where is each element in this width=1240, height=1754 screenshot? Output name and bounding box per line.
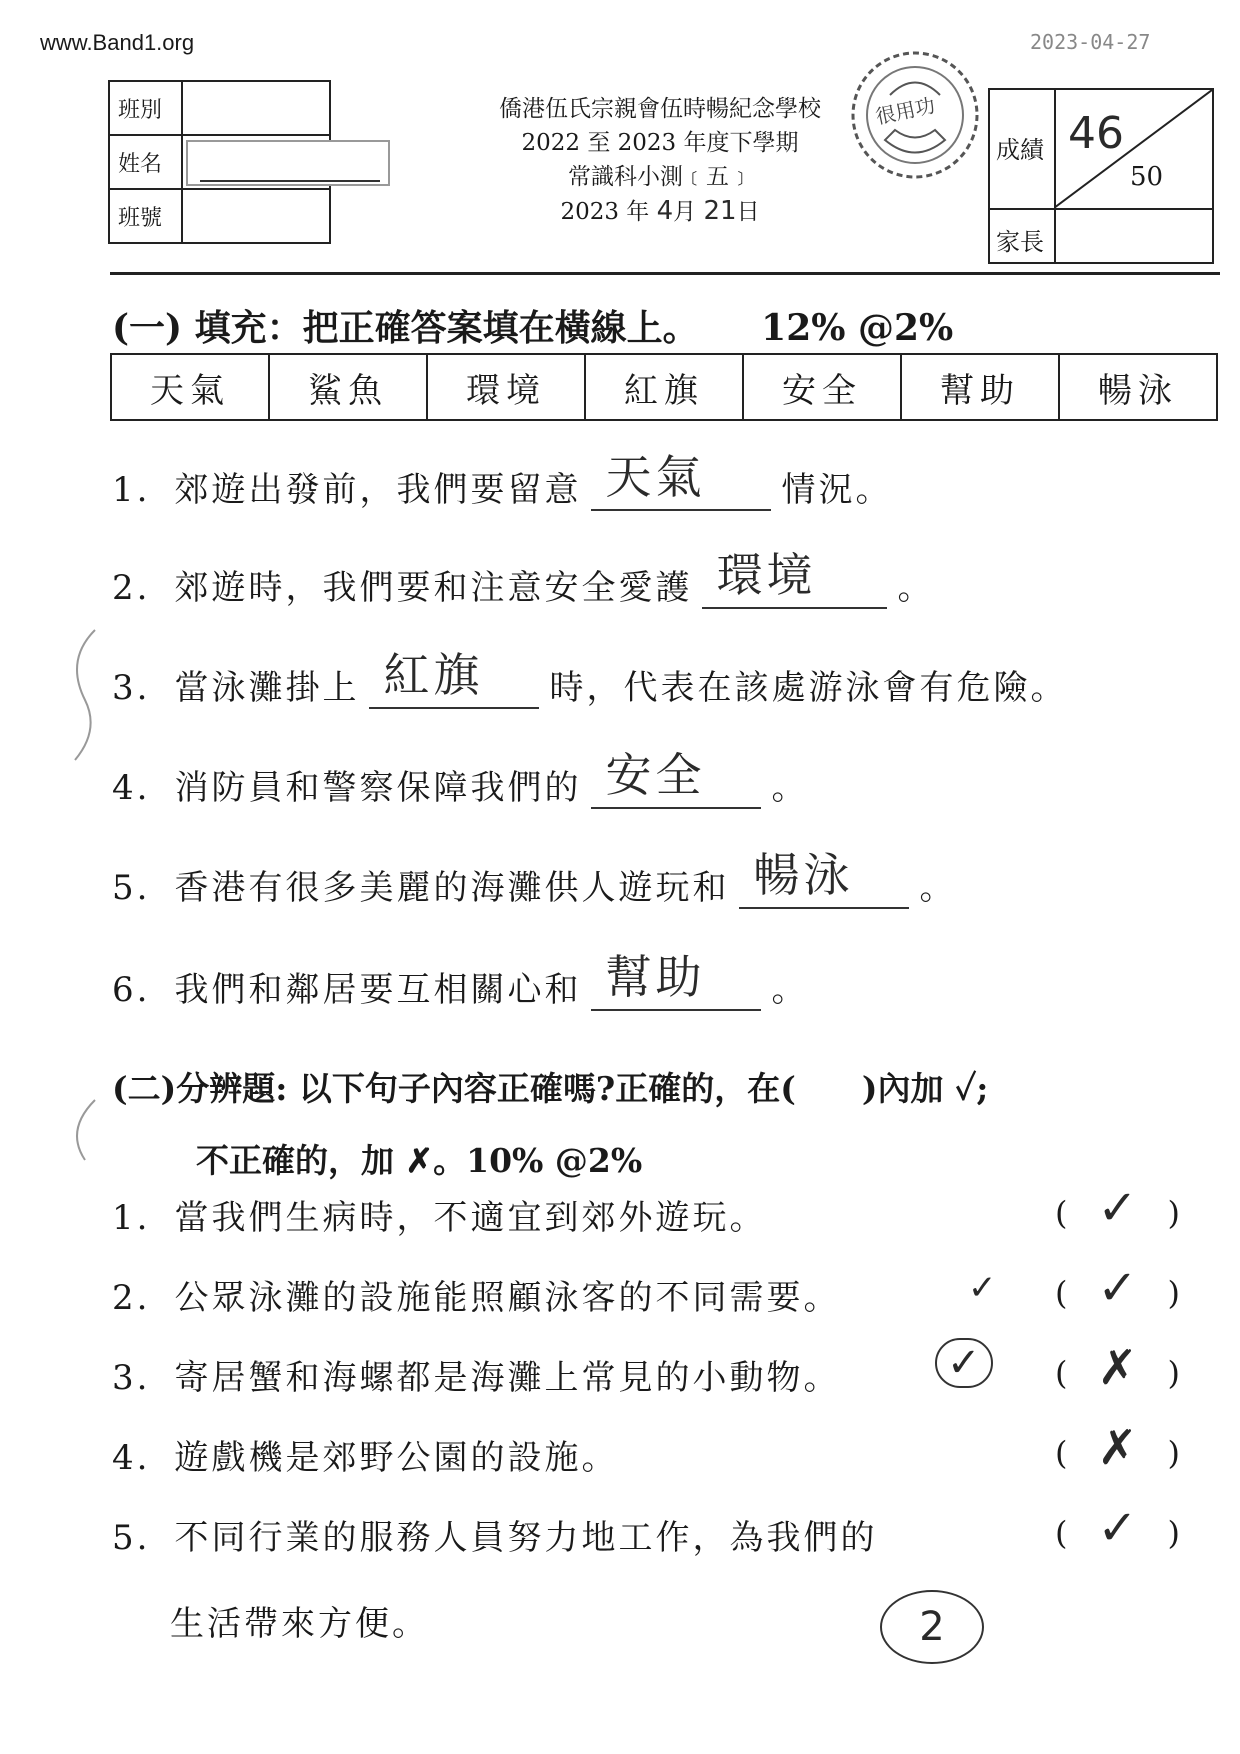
question-before: 我們和鄰居要互相關心和	[174, 970, 582, 1010]
section1-marks: 12% @2%	[761, 307, 954, 349]
handwritten-mark: ✗	[1097, 1340, 1138, 1396]
answer-blank	[591, 748, 761, 809]
question-text: 遊戲機是郊野公園的設施。	[174, 1438, 619, 1478]
true-false-question	[112, 1190, 766, 1239]
question-number: 4.	[112, 768, 151, 808]
question-number: 1.	[112, 1198, 151, 1238]
answer-parentheses	[1055, 1340, 1205, 1396]
day-label: 日	[736, 199, 760, 225]
fill-question	[112, 848, 957, 909]
answer-blank	[369, 648, 539, 709]
handwritten-mark: ✓	[1097, 1260, 1138, 1316]
question-text: 不同行業的服務人員努力地工作，為我們的	[174, 1518, 878, 1558]
question-after: 情況。	[781, 470, 893, 510]
handwritten-answer: 安全	[605, 748, 706, 802]
fill-question	[112, 450, 893, 511]
word-bank-cell: 安全	[743, 354, 901, 420]
section1-title-text: (一) 填充：把正確答案填在橫線上。	[112, 307, 699, 349]
handwritten-answer: 天氣	[605, 450, 706, 504]
true-false-question	[112, 1270, 840, 1319]
paren-close: )	[1167, 1514, 1180, 1552]
name-underline	[200, 180, 380, 182]
stamp-text: 很用功	[873, 92, 938, 129]
score-value: 46	[1068, 108, 1124, 159]
section2-title-line1: (二)分辨題: 以下句子內容正確嗎?正確的，在( )內加 ✓;	[112, 1069, 989, 1108]
paren-close: )	[1167, 1434, 1180, 1472]
date-year: 2023 年	[560, 199, 650, 225]
word-bank-cell: 環境	[427, 354, 585, 420]
date-stamp: 2023-04-27	[1030, 30, 1151, 54]
section2-title-line2: 不正確的，加 ✗。10% @2%	[196, 1141, 643, 1180]
date-month: 4	[656, 196, 674, 226]
test-name: 常識科小測﹝五﹞	[568, 164, 752, 190]
score-total: 50	[1130, 162, 1164, 192]
question-before: 郊遊時，我們要和注意安全愛護	[174, 568, 693, 608]
handwritten-answer: 環境	[716, 548, 817, 602]
handwritten-mark: ✗	[1097, 1420, 1138, 1476]
paren-open: (	[1055, 1434, 1068, 1472]
paren-close: )	[1167, 1354, 1180, 1392]
question-text: 寄居蟹和海螺都是海灘上常見的小動物。	[174, 1358, 841, 1398]
answer-parentheses	[1055, 1420, 1205, 1476]
paren-close: )	[1167, 1194, 1180, 1232]
answer-blank	[739, 848, 909, 909]
margin-tick: ✓	[968, 1268, 997, 1308]
paren-open: (	[1055, 1194, 1068, 1232]
fill-question	[112, 748, 809, 809]
paren-open: (	[1055, 1514, 1068, 1552]
question-number: 2.	[112, 568, 151, 608]
score-box	[988, 88, 1214, 264]
question-number: 5.	[112, 868, 151, 908]
parent-label: 家長	[996, 228, 1044, 256]
question-number: 3.	[112, 1358, 151, 1398]
number-value	[182, 189, 330, 243]
number-label: 班號	[109, 189, 182, 243]
date-day: 21	[703, 196, 737, 226]
word-bank-cell: 幫助	[901, 354, 1059, 420]
question-number: 1.	[112, 470, 151, 510]
month-label: 月	[673, 199, 697, 225]
handwritten-answer: 暢泳	[753, 848, 854, 902]
answer-blank	[591, 950, 761, 1011]
word-bank	[110, 353, 1218, 421]
circled-score: 2	[880, 1590, 984, 1664]
answer-parentheses	[1055, 1260, 1205, 1316]
question-number: 5.	[112, 1518, 151, 1558]
question-before: 當泳灘掛上	[174, 668, 360, 708]
question-text: 當我們生病時，不適宜到郊外遊玩。	[174, 1198, 767, 1238]
margin-scribble	[55, 620, 115, 1180]
word-bank-cell: 暢泳	[1059, 354, 1217, 420]
header-divider	[110, 272, 1220, 275]
fill-question	[112, 950, 809, 1011]
score-label: 成績	[996, 136, 1044, 164]
true-false-question	[112, 1350, 840, 1399]
paren-close: )	[1167, 1274, 1180, 1312]
answer-blank	[591, 450, 771, 511]
name-label: 姓名	[109, 135, 182, 189]
handwritten-answer: 幫助	[605, 950, 706, 1004]
site-watermark: www.Band1.org	[40, 30, 195, 55]
word-bank-cell: 天氣	[111, 354, 269, 420]
question-before: 消防員和警察保障我們的	[174, 768, 582, 808]
class-value	[182, 81, 330, 135]
handwritten-mark: ✓	[1097, 1500, 1138, 1556]
term-line: 2022 至 2023 年度下學期	[521, 130, 799, 156]
question-after: 。	[771, 970, 809, 1010]
question-after: 。	[897, 568, 935, 608]
question-after: 時，代表在該處游泳會有危險。	[549, 668, 1068, 708]
word-bank-cell: 紅旗	[585, 354, 743, 420]
question-text: 公眾泳灘的設施能照顧泳客的不同需要。	[174, 1278, 841, 1318]
answer-parentheses	[1055, 1180, 1205, 1236]
question-after: 。	[919, 868, 957, 908]
true-false-question	[112, 1510, 877, 1559]
question-number: 4.	[112, 1438, 151, 1478]
fill-question	[112, 648, 1068, 709]
question-before: 香港有很多美麗的海灘供人遊玩和	[174, 868, 730, 908]
school-header	[480, 92, 840, 229]
school-name: 僑港伍氏宗親會伍時暢紀念學校	[499, 96, 821, 122]
question-number: 3.	[112, 668, 151, 708]
question-text-continued: 生活帶來方便。	[170, 1604, 429, 1644]
handwritten-mark: ✓	[1097, 1180, 1138, 1236]
class-label: 班別	[109, 81, 182, 135]
paren-open: (	[1055, 1274, 1068, 1312]
true-false-question	[112, 1430, 618, 1479]
paren-open: (	[1055, 1354, 1068, 1392]
question-after: 。	[771, 768, 809, 808]
answer-blank	[702, 548, 887, 609]
question-number: 2.	[112, 1278, 151, 1318]
question-before: 郊遊出發前，我們要留意	[174, 470, 582, 510]
handwritten-answer: 紅旗	[383, 648, 484, 702]
fill-question	[112, 548, 935, 609]
date-line	[480, 194, 840, 229]
section1-title	[112, 300, 953, 351]
q3-correction-mark: ✓	[935, 1338, 993, 1388]
question-number: 6.	[112, 970, 151, 1010]
answer-parentheses	[1055, 1500, 1205, 1556]
word-bank-cell: 鯊魚	[269, 354, 427, 420]
